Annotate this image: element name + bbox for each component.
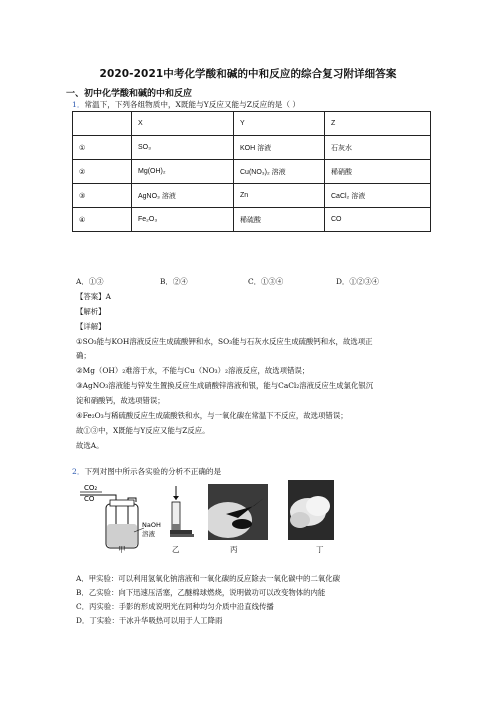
figure-label-ding: 丁 bbox=[316, 545, 324, 554]
table-row bbox=[73, 208, 431, 232]
detail-label: 【详解】 bbox=[76, 322, 106, 331]
table-cell: KOH 溶液 bbox=[234, 136, 325, 160]
detail-line: 确； bbox=[76, 351, 91, 360]
table-cell: ① bbox=[73, 136, 132, 160]
figure-bing-hand-shadow bbox=[208, 484, 268, 540]
table-cell: AgNO₃ 溶液 bbox=[132, 184, 234, 208]
figure-label-jia: 甲 bbox=[118, 545, 126, 554]
table-cell: CO bbox=[325, 208, 431, 232]
question-number: 2． bbox=[72, 467, 85, 476]
figure-ding-dry-ice bbox=[288, 480, 334, 540]
figure-yi-air-compression bbox=[168, 484, 196, 542]
table-cell: Fe₂O₃ bbox=[132, 208, 234, 232]
table-cell: Mg(OH)₂ bbox=[132, 160, 234, 184]
label-co2: CO₂ bbox=[84, 484, 98, 492]
table-header-cell: Y bbox=[234, 112, 325, 136]
table-cell: ③ bbox=[73, 184, 132, 208]
analysis-label: 【解析】 bbox=[76, 307, 106, 316]
table-cell: ④ bbox=[73, 208, 132, 232]
table-cell: Cu(NO₃)₂ 溶液 bbox=[234, 160, 325, 184]
detail-line: ④Fe₂O₃与稀硫酸反应生成硫酸铁和水，与一氧化碳在常温下不反应，故选项错误； bbox=[76, 411, 348, 420]
option-a: A．①③ bbox=[76, 277, 104, 286]
table-row bbox=[73, 136, 431, 160]
detail-line: 淀和硝酸钙，故选项错误； bbox=[76, 396, 165, 405]
question-text: 下列对图中所示各实验的分析不正确的是 bbox=[84, 467, 222, 476]
option-d: D．①②③④ bbox=[336, 277, 379, 286]
table-cell: 稀硝酸 bbox=[325, 160, 431, 184]
table-cell: Zn bbox=[234, 184, 325, 208]
table-header-cell: Z bbox=[325, 112, 431, 136]
question-1-stem bbox=[72, 99, 300, 110]
option-b: B．②④ bbox=[160, 277, 188, 286]
table-row bbox=[73, 160, 431, 184]
q2-option-a: A．甲实验：可以利用氢氧化钠溶液和一氧化碳的反应除去一氧化碳中的二氧化碳 bbox=[76, 574, 341, 583]
document-title: 2020-2021中考化学酸和碱的中和反应的综合复习附详细答案 bbox=[99, 68, 397, 80]
table-header-row bbox=[73, 112, 431, 136]
table-cell: 稀硫酸 bbox=[234, 208, 325, 232]
q2-option-c: C．丙实验：手影的形成说明光在同种均匀介质中沿直线传播 bbox=[76, 602, 274, 611]
label-naoh: NaOH bbox=[142, 521, 161, 529]
label-co: CO bbox=[84, 495, 95, 503]
question-2-stem bbox=[72, 466, 221, 477]
q2-option-b: B．乙实验：向下迅速压活塞，乙醚棉球燃烧，说明做功可以改变物体的内能 bbox=[76, 588, 326, 597]
table-cell: CaCl₂ 溶液 bbox=[325, 184, 431, 208]
q2-option-d: D．丁实验：干冰升华吸热可以用于人工降雨 bbox=[76, 616, 223, 625]
table-cell: ② bbox=[73, 160, 132, 184]
detail-line: ②Mg（OH）₂难溶于水，不能与Cu（NO₃）₂溶液反应，故选项错误； bbox=[76, 366, 310, 375]
figure-label-bing: 丙 bbox=[230, 545, 238, 554]
table-cell: SO₃ bbox=[132, 136, 234, 160]
question-1-table bbox=[72, 111, 431, 232]
label-solution: 溶液 bbox=[142, 530, 155, 538]
table-header-cell: X bbox=[132, 112, 234, 136]
detail-line: ③AgNO₃溶液能与锌发生置换反应生成硝酸锌溶液和银，能与CaCl₂溶液反应生成氯化银沉 bbox=[76, 381, 374, 390]
detail-line: 故选A。 bbox=[76, 441, 104, 450]
question-text: 常温下，下列各组物质中，X既能与Y反应又能与Z反应的是（ ） bbox=[84, 100, 300, 109]
detail-line: 故①③中，X既能与Y反应又能与Z反应。 bbox=[76, 426, 210, 435]
table-row bbox=[73, 184, 431, 208]
table-cell: 石灰水 bbox=[325, 136, 431, 160]
section-heading: 一、初中化学酸和碱的中和反应 bbox=[66, 89, 193, 99]
table-header-cell bbox=[73, 112, 132, 136]
question-number: 1． bbox=[72, 100, 85, 109]
detail-line: ①SO₃能与KOH溶液反应生成硫酸钾和水，SO₃能与石灰水反应生成硫酸钙和水，故选项正 bbox=[76, 337, 373, 346]
figure-label-yi: 乙 bbox=[172, 545, 180, 554]
answer-line: 【答案】A bbox=[76, 292, 111, 301]
option-c: C．①③④ bbox=[248, 277, 284, 286]
figure-jia-gas-washing-bottle bbox=[76, 480, 176, 556]
